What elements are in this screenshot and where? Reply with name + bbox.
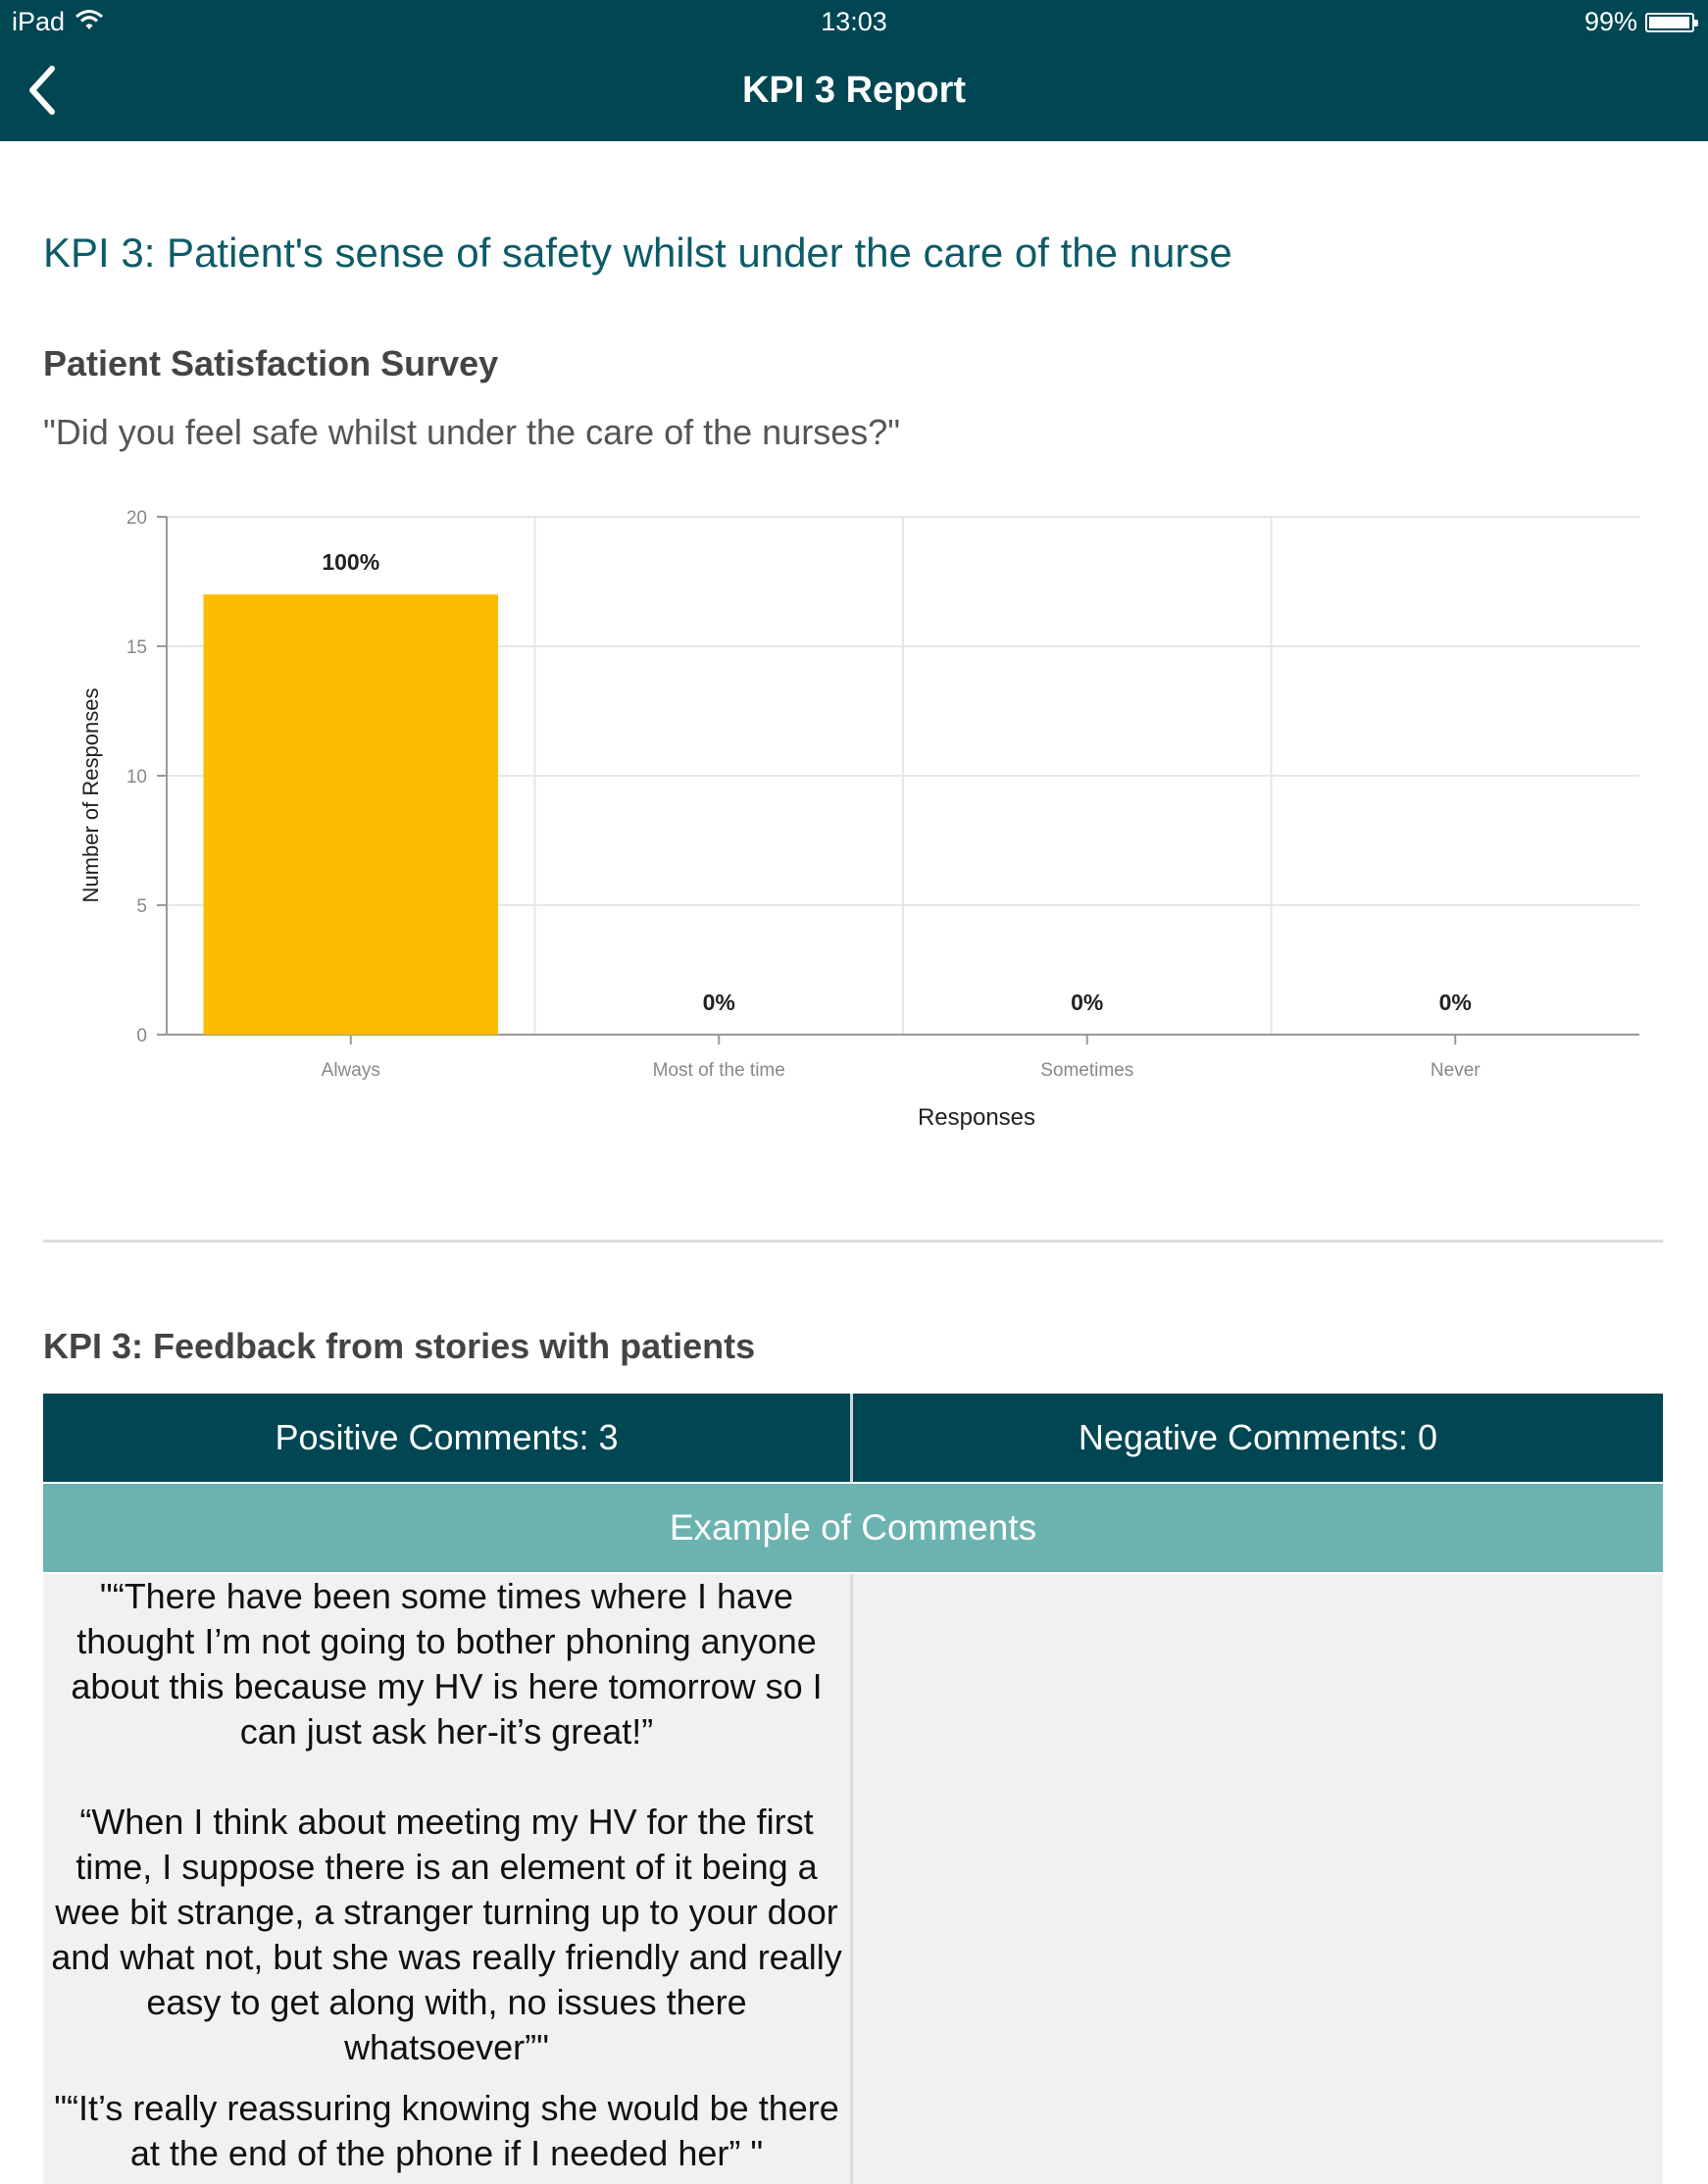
bar-data-label: 100% xyxy=(322,549,380,576)
example-comments-header: Example of Comments xyxy=(43,1484,1663,1572)
feedback-heading: KPI 3: Feedback from stories with patients xyxy=(43,1326,756,1366)
negative-comments-header: Negative Comments: 0 xyxy=(853,1394,1663,1482)
bar-data-label: 0% xyxy=(1071,990,1104,1015)
y-tick-label: 20 xyxy=(126,508,147,529)
comment-item: “When I think about meeting my HV for the first time, I suppose there is an element of it being a wee bit strange, a stranger turning up to your door and what not, but she was really friendly and really easy to get along with, no issues there whatsoever”" xyxy=(51,1802,842,2067)
x-tick-label: Always xyxy=(321,1060,380,1081)
positive-comments-list xyxy=(43,1574,850,2176)
y-tick-label: 10 xyxy=(126,767,147,787)
y-tick-label: 5 xyxy=(136,896,147,917)
comments-body xyxy=(43,1574,1663,2184)
x-tick-label: Sometimes xyxy=(1040,1060,1134,1081)
device-label: iPad xyxy=(12,7,66,36)
x-axis-title: Responses xyxy=(917,1104,1036,1131)
responses-bar-chart xyxy=(0,490,1708,1157)
bar-data-label: 0% xyxy=(1438,990,1472,1015)
survey-heading: Patient Satisfaction Survey xyxy=(43,343,499,383)
status-bar xyxy=(0,0,1708,43)
section-divider xyxy=(43,1240,1663,1243)
clock: 13:03 xyxy=(821,7,887,36)
x-tick-label: Most of the time xyxy=(652,1060,785,1081)
comment-item: "“It’s really reassuring knowing she would be there at the end of the phone if I needed her” " xyxy=(54,2088,839,2173)
battery-percent: 99% xyxy=(1583,7,1637,36)
kpi-title: KPI 3: Patient's sense of safety whilst under the care of the nurse xyxy=(43,229,1232,276)
bar xyxy=(204,594,498,1035)
feedback-table xyxy=(43,1394,1663,2184)
battery-icon xyxy=(1645,13,1694,32)
x-tick-label: Never xyxy=(1430,1060,1481,1081)
comment-item: "“There have been some times where I have thought I’m not going to bother phoning anyone about this because my HV is here tomorrow so I can just ask her-it’s great!” xyxy=(71,1576,823,1752)
column-separator xyxy=(850,1574,853,2184)
y-tick-label: 15 xyxy=(126,637,147,658)
status-right xyxy=(1584,7,1694,37)
y-tick-label: 0 xyxy=(136,1026,147,1046)
positive-comments-header: Positive Comments: 3 xyxy=(43,1394,850,1482)
y-axis-title: Number of Responses xyxy=(78,687,103,903)
navigation-bar xyxy=(0,43,1708,141)
survey-question: "Did you feel safe whilst under the care of the nurses?" xyxy=(43,412,901,452)
bar-data-label: 0% xyxy=(702,990,735,1015)
page-title: KPI 3 Report xyxy=(741,70,967,111)
